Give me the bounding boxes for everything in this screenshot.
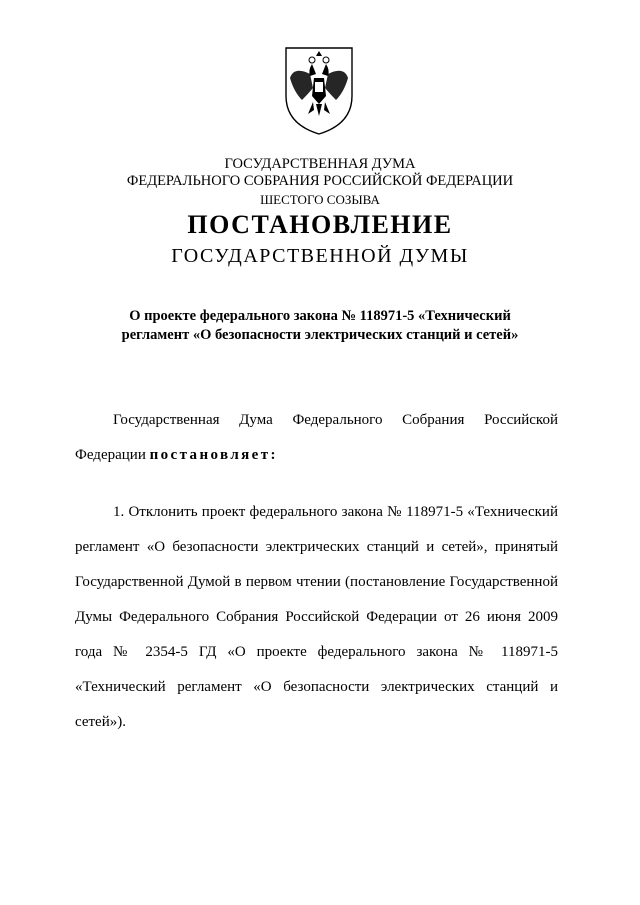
header-line-3: ШЕСТОГО СОЗЫВА	[260, 192, 380, 207]
preamble-verb: постановляет:	[149, 447, 278, 463]
header-line-2: ФЕДЕРАЛЬНОГО СОБРАНИЯ РОССИЙСКОЙ ФЕДЕРАЦИИ	[126, 173, 514, 189]
document-subtitle: ГОСУДАРСТВЕННОЙ ДУМЫ	[171, 245, 469, 267]
item-1: 1. Отклонить проект федерального закона № 118971-5 «Технический регламент «О безопасности электрических станций и сетей», принятый Государственной Думой в первом чтении (постановление Государственной Думы Федерального Собрания Российской Федерации от 26 июня 2009 года № 2354-5 ГД «О проекте федерального закона № 118971-5 «Технический регламент «О безопасности электрических станций и сетей»).	[75, 504, 558, 730]
document-subject: О проекте федерального закона № 118971-5 «Технический регламент «О безопасности электрических станций и сетей»	[121, 308, 519, 343]
header-line-1: ГОСУДАРСТВЕННАЯ ДУМА	[224, 156, 416, 172]
preamble-text: Государственная Дума Федерального Собрания Российской Федерации	[75, 412, 558, 463]
document-title: ПОСТАНОВЛЕНИЕ	[187, 210, 453, 239]
preamble	[75, 403, 558, 473]
coat-of-arms-icon	[280, 44, 358, 136]
